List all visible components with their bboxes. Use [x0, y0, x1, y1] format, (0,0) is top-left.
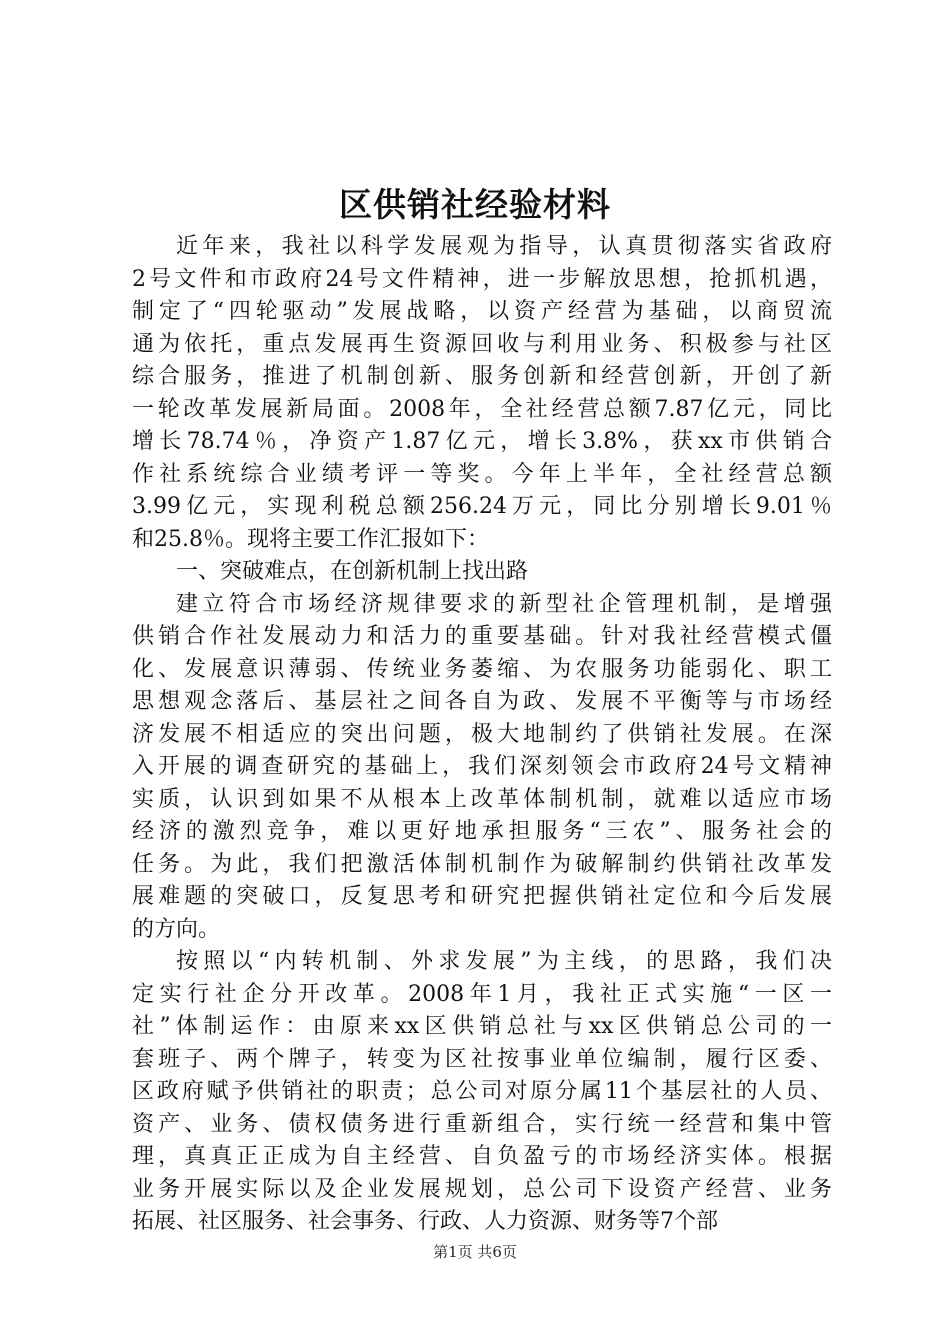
text-line: 展难题的突破口，反复思考和研究把握供销社定位和今后发展 [132, 884, 832, 909]
text-line: 任务。为此，我们把激活体制机制作为破解制约供销社改革发 [132, 851, 832, 877]
text-line: 3.99亿元，实现利税总额256.24万元，同比分别增长9.01％ [132, 494, 832, 519]
text-line: 近年来，我社以科学发展观为指导，认真贯彻落实省政府 [176, 234, 832, 259]
text-line: 化、发展意识薄弱、传统业务萎缩、为农服务功能弱化、职工 [132, 656, 832, 682]
text-line: 定实行社企分开改革。2008年1月，我社正式实施“一区一 [132, 981, 832, 1007]
text-line: 社”体制运作：由原来xx区供销总社与xx区供销总公司的一 [132, 1014, 832, 1039]
text-line: 2号文件和市政府24号文件精神，进一步解放思想，抢抓机遇， [132, 266, 832, 292]
document-body [132, 231, 832, 1239]
text-line: 建立符合市场经济规律要求的新型社企管理机制，是增强 [176, 591, 832, 617]
text-line: 制定了“四轮驱动”发展战略，以资产经营为基础，以商贸流 [132, 299, 832, 324]
text-line: 资产、业务、债权债务进行重新组合，实行统一经营和集中管 [132, 1111, 832, 1137]
text-line: 一、突破难点，在创新机制上找出路 [176, 559, 529, 584]
text-line: 增长78.74％，净资产1.87亿元，增长3.8%，获xx市供销合 [132, 429, 832, 454]
text-line: 理，真真正正成为自主经营、自负盈亏的市场经济实体。根据 [132, 1144, 832, 1169]
body-paragraph [132, 589, 832, 947]
text-line: 按照以“内转机制、外求发展”为主线，的思路，我们决 [176, 949, 832, 974]
text-line: 供销合作社发展动力和活力的重要基础。针对我社经营模式僵 [132, 624, 832, 649]
body-paragraph [132, 946, 832, 1239]
text-line: 综合服务，推进了机制创新、服务创新和经营创新，开创了新 [132, 364, 832, 389]
text-line: 通为依托，重点发展再生资源回收与利用业务、积极参与社区 [132, 331, 832, 357]
body-paragraph [132, 231, 832, 556]
text-line: 和25.8％。现将主要工作汇报如下： [132, 526, 489, 552]
text-line: 经济的激烈竞争，难以更好地承担服务“三农”、服务社会的 [132, 819, 832, 844]
text-line: 入开展的调查研究的基础上，我们深刻领会市政府24号文精神 [132, 754, 832, 779]
text-line: 套班子、两个牌子，转变为区社按事业单位编制，履行区委、 [132, 1046, 832, 1072]
text-line: 区政府赋予供销社的职责；总公司对原分属11个基层社的人员、 [132, 1079, 832, 1104]
text-line: 一轮改革发展新局面。2008年，全社经营总额7.87亿元，同比 [132, 396, 832, 422]
document-title: 区供销社经验材料 [339, 185, 611, 224]
page-footer: 第1页 共6页 [433, 1243, 517, 1261]
section-heading [132, 556, 832, 589]
text-line: 拓展、社区服务、社会事务、行政、人力资源、财务等7个部 [132, 1209, 718, 1234]
text-line: 作社系统综合业绩考评一等奖。今年上半年，全社经营总额 [132, 461, 832, 487]
text-line: 业务开展实际以及企业发展规划，总公司下设资产经营、业务 [132, 1176, 832, 1202]
text-line: 思想观念落后、基层社之间各自为政、发展不平衡等与市场经 [132, 689, 832, 714]
text-line: 实质，认识到如果不从根本上改革体制机制，就难以适应市场 [132, 786, 832, 812]
text-line: 的方向。 [132, 916, 221, 942]
text-line: 济发展不相适应的突出问题，极大地制约了供销社发展。在深 [132, 721, 832, 747]
